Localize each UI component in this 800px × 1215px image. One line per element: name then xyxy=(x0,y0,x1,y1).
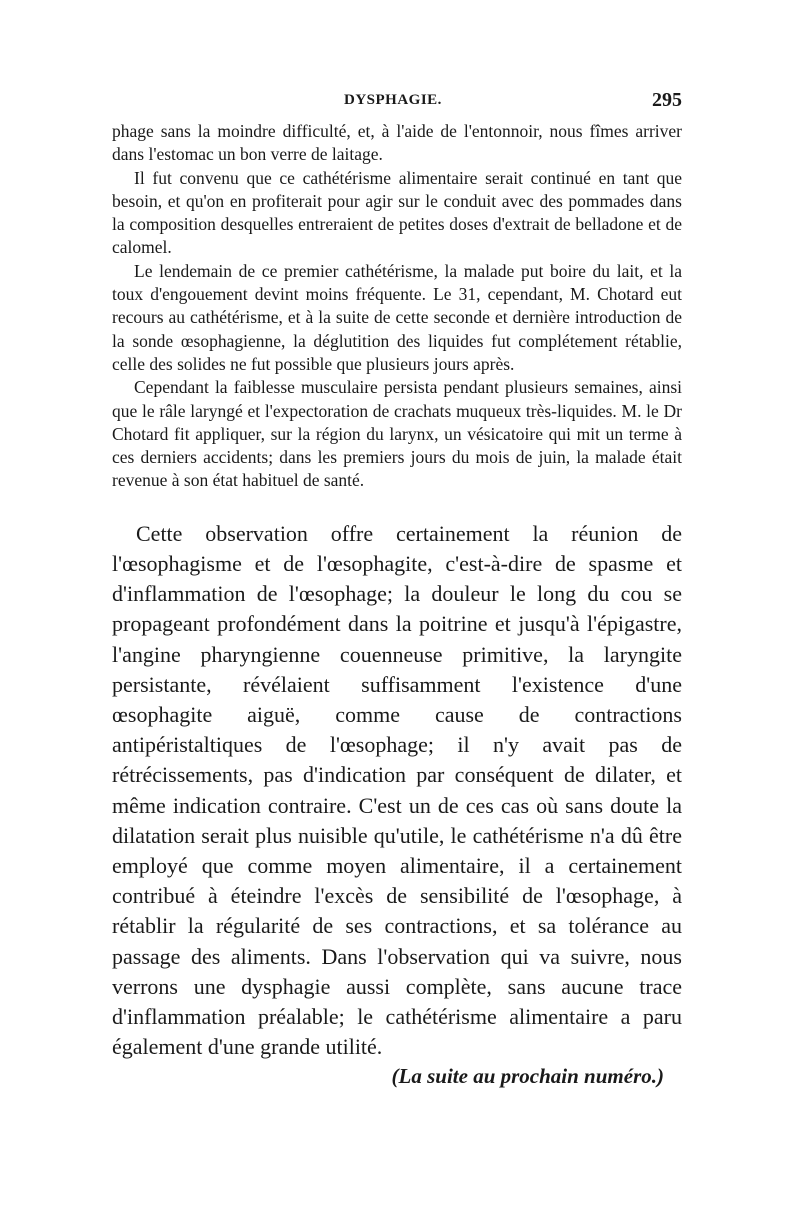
paragraph-recovery: Cependant la faiblesse musculaire persista pendant plusieurs semaines, ainsi que le râle laryngé et l'expectoration de crachats muqueux très-liquides. M. le Dr Chotard fit appliquer, sur la région du larynx, un vésicatoire qui mit un terme à ces derniers accidents; dans les premiers jours du mois de juin, la malade était revenue à son état habituel de santé. xyxy=(112,377,682,491)
document-page xyxy=(112,89,682,1089)
continuation-note: (La suite au prochain numéro.) xyxy=(391,1064,664,1089)
paragraph-commentary: Cette observation offre certainement la réunion de l'œsophagisme et de l'œsophagite, c'est-à-dire de spasme et d'inflammation de l'œsophage; la douleur le long du cou se propageant profondément dans la poitrine et jusqu'à l'épigastre, l'angine pharyngienne couenneuse primitive, la laryngite persistante, révélaient suffisamment l'existence d'une œsophagite aiguë, comme cause de contractions antipéristaltiques de l'œsophage; il n'y avait pas de rétrécissements, pas d'indication par conséquent de dilater, et même indication contraire. C'est un de ces cas où sans doute la dilatation serait plus nuisible qu'utile, le cathétérisme n'a dû être employé que comme moyen alimentaire, il a certainement contribué à éteindre l'excès de sensibilité de l'œsophage, à rétablir la régularité de ses contractions, et sa tolérance au passage des aliments. Dans l'observation qui va suivre, nous verrons une dysphagie aussi complète, sans aucune trace d'inflammation préalable; le cathétérisme alimentaire a paru également d'une grande utilité. xyxy=(112,520,682,1060)
running-title: DYSPHAGIE. xyxy=(344,92,442,108)
paragraph-continuation: phage sans la moindre difficulté, et, à l'aide de l'entonnoir, nous fîmes arriver dans l'estomac un bon verre de laitage. xyxy=(112,121,682,165)
paragraph-treatment: Il fut convenu que ce cathétérisme alimentaire serait continué en tant que besoin, et qu'on en profiterait pour agir sur le conduit avec des pommades dans la composition desquelles entreraient de petites doses d'extrait de belladone et de calomel. xyxy=(112,167,682,258)
running-header xyxy=(112,89,682,116)
case-report-text xyxy=(112,120,682,493)
paragraph-next-day: Le lendemain de ce premier cathétérisme, la malade put boire du lait, et la toux d'engouement devint moins fréquente. Le 31, cependant, M. Chotard eut recours au cathétérisme, et à la suite de cette seconde et dernière introduction de la sonde œsophagienne, la déglutition des liquides fut complétement rétablie, celle des solides ne fut possible que plusieurs jours après. xyxy=(112,260,682,374)
page-number: 295 xyxy=(652,89,682,111)
commentary-text xyxy=(112,519,682,1063)
